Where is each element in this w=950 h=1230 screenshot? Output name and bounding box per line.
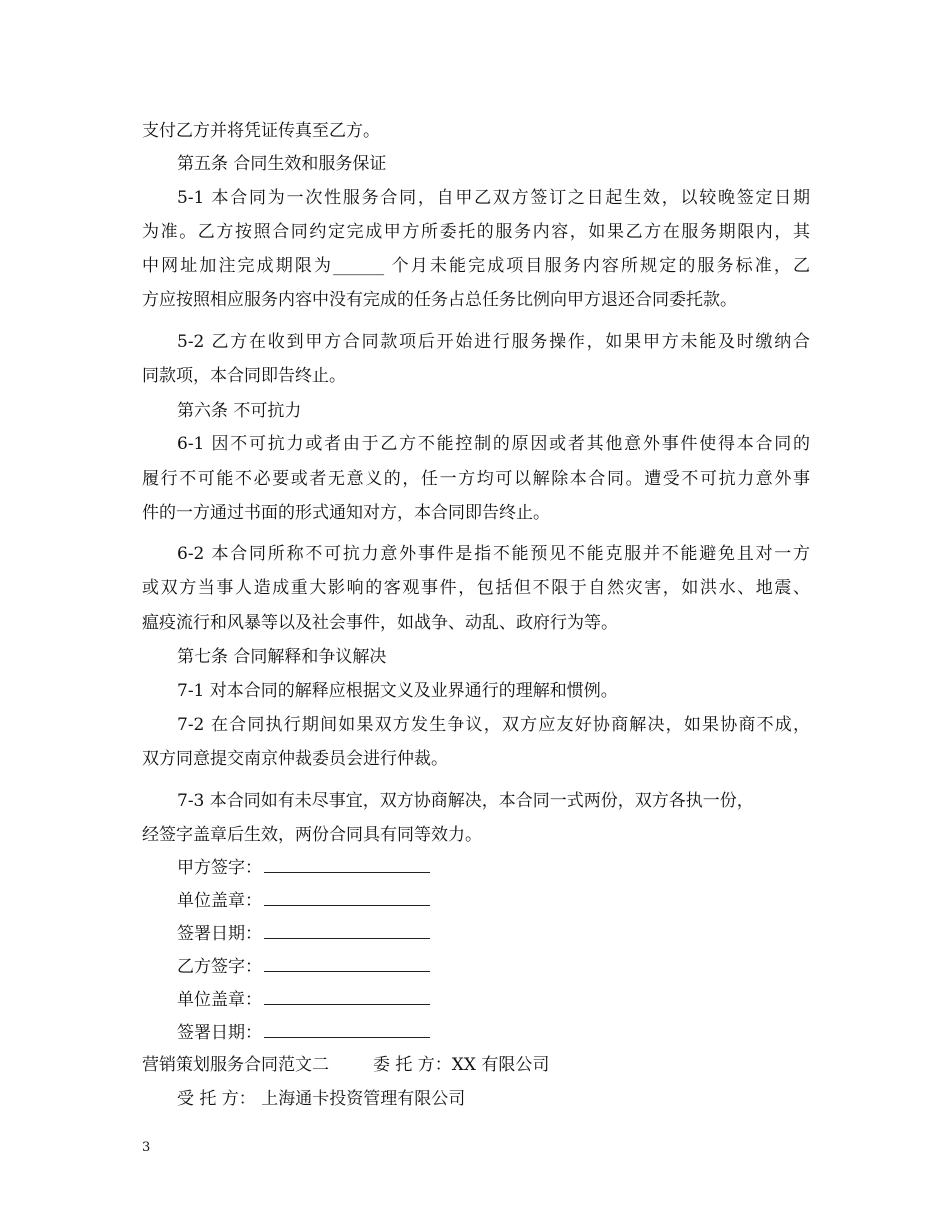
- text-line: 5-1 本合同为一次性服务合同，自甲乙双方签订之日起生效，以较晚签定日期: [177, 188, 810, 208]
- text-line: 7-3 本合同如有未尽事宜，双方协商解决，本合同一式两份，双方各执一份，: [177, 791, 754, 811]
- text-line: 经签字盖章后生效，两份合同具有同等效力。: [142, 825, 482, 845]
- section-heading: 第七条 合同解释和争议解决: [177, 647, 387, 667]
- signature-label: 单位盖章：: [177, 990, 262, 1010]
- signature-line-party-a: [177, 858, 430, 878]
- date-line-party-a: [177, 924, 430, 944]
- text-line: 或双方当事人造成重大影响的客观事件，包括但不限于自然灾害，如洪水、地震、: [142, 578, 810, 598]
- text-line: 同款项，本合同即告终止。: [142, 366, 346, 386]
- signature-label: 乙方签字：: [177, 957, 262, 977]
- text-line: 6-1 因不可抗力或者由于乙方不能控制的原因或者其他意外事件使得本合同的: [177, 434, 810, 454]
- signature-blank: [264, 891, 430, 906]
- signature-blank: [264, 1023, 430, 1038]
- signature-line-party-b: [177, 957, 430, 977]
- entrusted-party: 受 托 方： 上海通卡投资管理有限公司: [177, 1089, 466, 1109]
- signature-label: 甲方签字：: [177, 858, 262, 878]
- signature-blank: [264, 858, 430, 873]
- signature-label: 签署日期：: [177, 1023, 262, 1043]
- entrusting-party: 委 托 方：XX 有限公司: [373, 1055, 550, 1075]
- signature-blank: [264, 990, 430, 1005]
- text-line: 6-2 本合同所称不可抗力意外事件是指不能预见不能克服并不能避免且对一方: [177, 544, 810, 564]
- text-line: 件的一方通过书面的形式通知对方，本合同即告终止。: [142, 503, 550, 523]
- section-heading: 第五条 合同生效和服务保证: [177, 154, 387, 174]
- signature-blank: [264, 924, 430, 939]
- signature-label: 签署日期：: [177, 924, 262, 944]
- text-line: 7-1 对本合同的解释应根据文义及业界通行的理解和惯例。: [177, 681, 618, 701]
- signature-label: 单位盖章：: [177, 891, 262, 911]
- text-line: 中网址加注完成期限为______ 个月未能完成项目服务内容所规定的服务标准，乙: [142, 256, 810, 276]
- text-line: 5-2 乙方在收到甲方合同款项后开始进行服务操作，如果甲方未能及时缴纳合: [177, 332, 810, 352]
- date-line-party-b: [177, 1023, 430, 1043]
- text-line: 为准。乙方按照合同约定完成甲方所委托的服务内容，如果乙方在服务期限内，其: [142, 222, 810, 242]
- page-number: 3: [142, 1140, 151, 1155]
- text-line: 支付乙方并将凭证传真至乙方。: [142, 121, 380, 141]
- text-line: 瘟疫流行和风暴等以及社会事件，如战争、动乱、政府行为等。: [142, 613, 618, 633]
- text-line: 方应按照相应服务内容中没有完成的任务占总任务比例向甲方退还合同委托款。: [142, 290, 737, 310]
- document-title: 营销策划服务合同范文二: [142, 1055, 329, 1075]
- section-heading: 第六条 不可抗力: [177, 401, 302, 421]
- signature-blank: [264, 957, 430, 972]
- seal-line-party-b: [177, 990, 430, 1010]
- text-line: 双方同意提交南京仲裁委员会进行仲裁。: [142, 749, 448, 769]
- seal-line-party-a: [177, 891, 430, 911]
- text-line: 履行不可能不必要或者无意义的，任一方均可以解除本合同。遭受不可抗力意外事: [142, 469, 810, 489]
- next-document-header: [142, 1055, 549, 1075]
- text-line: 7-2 在合同执行期间如果双方发生争议，双方应友好协商解决，如果协商不成，: [177, 715, 810, 735]
